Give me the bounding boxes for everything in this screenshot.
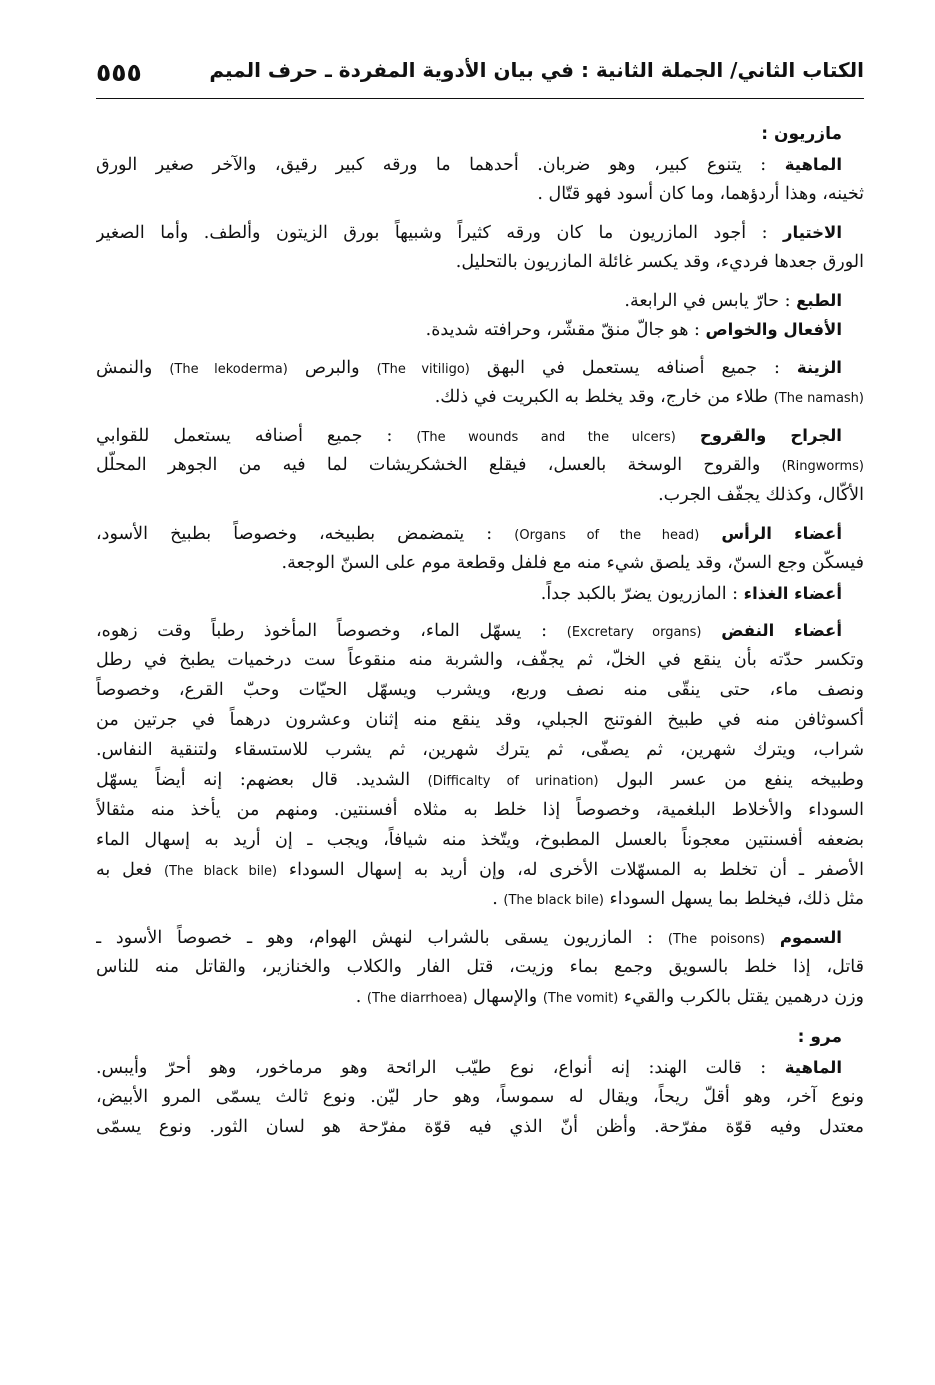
text: : جميع أصنافه يستعمل للقوابي: [96, 426, 393, 447]
paragraph-mahiya-line: [96, 150, 864, 180]
english-gloss: (The black bile): [503, 893, 604, 909]
paragraph-nafd-line: [96, 796, 864, 826]
paragraph-ikhtiyar-line: [96, 248, 864, 278]
paragraph-afal-line: [96, 315, 864, 345]
running-head: الكتاب الثاني/ الجملة الثانية : في بيان الأدوية المفردة ـ حرف الميم: [209, 58, 864, 82]
text: قاتل، إذا خلط بالسويق وجمع بماء وزيت، قتل الفار والكلاب والخنازير، والقاتل منه للناس: [96, 957, 864, 978]
text: مثل ذلك، فيخلط بما يسهل السوداء: [609, 889, 864, 910]
text: الشديد. قال بعضهم: إنه أيضاً يسهّل: [96, 769, 411, 790]
paragraph-sumum-line: [96, 953, 864, 983]
paragraph-marw-mahiya-line: [96, 1053, 864, 1083]
entry-title-marw: مرو :: [797, 1027, 842, 1048]
paragraph-zina-line: [96, 353, 864, 383]
paragraph-nafd-line: [96, 736, 864, 766]
text: ونصف ماء، حتى ينقّى منه نصف وربع، ويشرب ويسهّل الحيّات وحبّ القرع، وخصوصاً: [96, 680, 864, 701]
paragraph-jirah-line: [96, 451, 864, 481]
page-header: [96, 52, 864, 96]
term-ghidha: أعضاء الغذاء: [743, 583, 842, 603]
term-zina: الزينة: [796, 358, 842, 378]
paragraph-nafd-line: [96, 885, 864, 915]
text: .: [355, 987, 362, 1008]
term-afal: الأفعال والخواص: [705, 320, 842, 340]
paragraph-zina-line: [96, 383, 864, 413]
english-gloss: (The black bile): [163, 863, 278, 879]
english-gloss: (The vomit): [542, 991, 619, 1007]
paragraph-sumum-line: [96, 923, 864, 953]
text: معتدل وفيه قوّة مفرّحة. وأظن أنّ الذي فيه قوّة مفرّحة هو لسان الثور. ونوع يسمّى: [96, 1116, 864, 1137]
entry-title-mazaryun: مازريون :: [761, 124, 842, 144]
text: وزن درهمين يقتل بالكرب والقيء: [623, 987, 864, 1008]
text: شراب، ويترك شهرين، ثم يصفّى، ثم يترك شهرين، ثم يشرب للاستسقاء ولتنقية النفاس.: [96, 740, 864, 761]
text: : يتنوع كبير، وهو ضربان. أحدهما ما ورقه كبير رقيق، والآخر صغير الورق: [96, 155, 767, 175]
text: طلاء من خارج، وقد يخلط به الكبريت في ذلك.: [434, 387, 769, 408]
text: : يتمضمض بطبيخه، وخصوصاً بطبيخ الأسود،: [96, 523, 493, 544]
text: ونوع آخر، وهو أقلّ ريحاً، ويقال له سموساً، وهو حار ليّن. ونوع ثالث يسمّى المرو الأبيض،: [96, 1086, 864, 1107]
text: ثخينه، وهذا أردؤهما، وما كان أسود فهو قتّال .: [537, 183, 864, 204]
text: فعل به: [96, 859, 153, 880]
paragraph-sumum-line: [96, 983, 864, 1013]
paragraph-nafd-line: [96, 766, 864, 796]
english-gloss: (The lekoderma): [169, 362, 288, 378]
english-gloss: (The diarrhoea): [366, 991, 468, 1007]
english-gloss: (Excretary organs): [566, 625, 702, 641]
english-gloss: (The poisons): [667, 932, 766, 948]
text: والإسهال: [473, 987, 538, 1008]
text: وطبيخه ينفع من عسر البول: [616, 769, 864, 790]
english-gloss: (The wounds and the ulcers): [416, 430, 676, 446]
page-number: ٥٥٥: [96, 58, 142, 87]
text: : أجود المازريون ما كان ورقه كثيراً وشبيهاً بورق الزيتون وألطف. وأما الصغير: [96, 222, 768, 243]
term-sumum: السموم: [779, 928, 842, 948]
term-tab: الطبع: [796, 290, 842, 310]
text: الأكّال، وكذلك يجفّف الجرب.: [658, 484, 864, 505]
term-jirah: الجراح والقروح: [699, 426, 842, 446]
paragraph-tab-line: [96, 286, 864, 316]
paragraph-ras-line: [96, 549, 864, 579]
term-ras: أعضاء الرأس: [721, 523, 842, 543]
paragraph-mahiya-line: [96, 180, 864, 210]
english-gloss: (Organs of the head): [514, 527, 700, 543]
text: : المازريون يسقى بالشراب لنهش الهوام، وهو ـ خصوصاً الأسود ـ: [96, 928, 654, 949]
paragraph-ghidha-line: [96, 579, 864, 609]
paragraph-ikhtiyar-line: [96, 218, 864, 248]
page-body: [96, 118, 864, 1143]
header-divider: [96, 98, 864, 99]
text: السوداء والأخلاط البلغمية، وخصوصاً إذا خلط به مثلاه أفسنتين. ومنهم من يأخذ منه مثقالاً: [96, 799, 864, 820]
paragraph-ras-line: [96, 519, 864, 549]
text: : قالت الهند: إنه أنواع، نوع طيّب الرائحة وهو مرماخور، وهو أحرّ وأيبس.: [96, 1058, 767, 1079]
paragraph-nafd-line: [96, 616, 864, 646]
english-gloss: (The namash): [773, 391, 864, 407]
paragraph-nafd-line: [96, 826, 864, 856]
text: والنمش: [96, 358, 153, 379]
english-gloss: (The vitiligo): [376, 362, 470, 378]
paragraph-jirah-line: [96, 481, 864, 511]
term-mahiya: الماهية: [784, 155, 842, 174]
text: أكسوثافن منه في طبيخ الفوتنج الجبلي، وقد ينقع منه إثنان وعشرون درهماً في جرتين من: [96, 710, 864, 731]
text: والقروح الوسخة بالعسل، فيقلع الخشكريشات لما فيه من الجوهر المحلّل: [96, 455, 761, 476]
text: بضعفه أفسنتين معجوناً بالعسل المطبوخ، ويتّخذ منه شيافاً، ويجب ـ إن أريد به إسهال الماء: [96, 829, 864, 850]
term-nafd: أعضاء النفض: [721, 621, 842, 641]
text: : جميع أصنافه يستعمل في البهق: [486, 358, 780, 379]
paragraph-nafd-line: [96, 676, 864, 706]
text: : المازريون يضرّ بالكبد جداً.: [540, 583, 739, 604]
paragraph-nafd-line: [96, 856, 864, 886]
term-mahiya: الماهية: [784, 1058, 842, 1078]
paragraph-marw-mahiya-line: [96, 1083, 864, 1113]
text: وتكسر حدّته بأن ينقع في الخلّ، ثم يجفّف، والشربة منه منقوعاً ست درخميات يطبخ في رطل: [96, 650, 864, 671]
text: والبرص: [304, 358, 360, 379]
english-gloss: (Difficalty of urination): [427, 773, 599, 789]
english-gloss: (Ringworms): [781, 459, 864, 475]
paragraph-nafd-line: [96, 706, 864, 736]
text: .: [492, 889, 498, 910]
paragraph-marw-mahiya-line: [96, 1113, 864, 1143]
text: : يسهّل الماء، وخصوصاً المأخوذ رطباً وقت زهوه،: [96, 621, 547, 642]
text: : هو جالّ منقّ مقشّر، وحرافته شديدة.: [425, 320, 700, 341]
term-ikhtiyar: الاختيار: [783, 222, 842, 242]
text: : حارّ يابس في الرابعة.: [624, 290, 791, 311]
paragraph-nafd-line: [96, 646, 864, 676]
paragraph-jirah-line: [96, 421, 864, 451]
text: الورق جعدها فرديء، وقد يكسر غائلة المازريون بالتحليل.: [455, 251, 864, 272]
text: فيسكّن وجع السنّ، وقد يلصق شيء منه مع فلفل وقطعة موم على السنّ الوجعة.: [281, 552, 864, 573]
text: الأصفر ـ أن تخلط به المسهّلات الأخرى له، وإن أريد به إسهال السوداء: [288, 859, 864, 880]
